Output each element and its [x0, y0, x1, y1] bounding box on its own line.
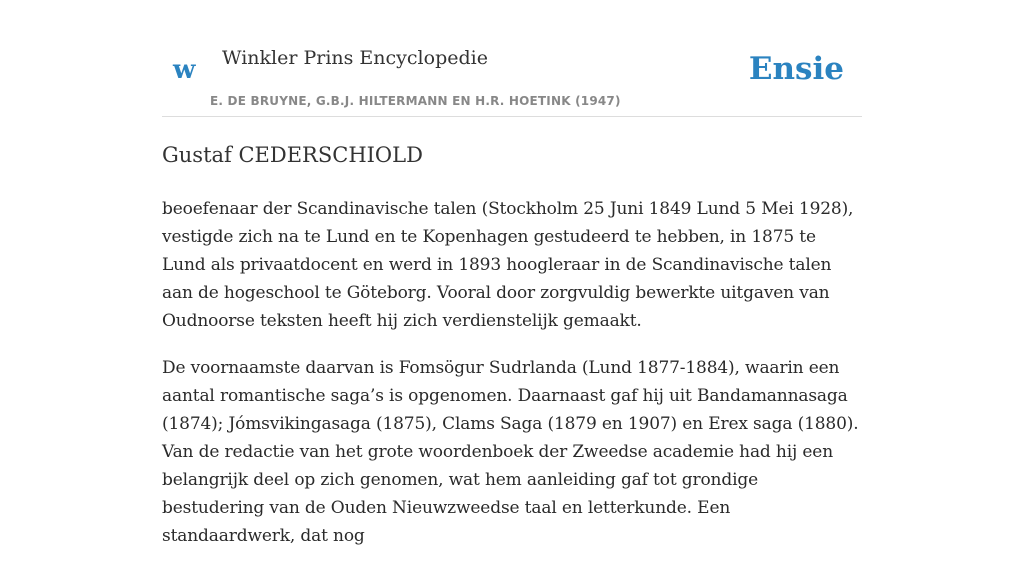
authors-line: E. DE BRUYNE, G.B.J. HILTERMANN EN H.R. HOETINK (1947) — [210, 94, 621, 108]
site-logo[interactable]: w — [173, 55, 196, 85]
site-header — [162, 0, 862, 117]
article-title: Gustaf CEDERSCHIOLD — [162, 143, 423, 167]
article-paragraph-2: De voornaamste daarvan is Fomsögur Sudrlanda (Lund 1877-1884), waarin een aantal romantische saga’s is opgenomen. Daarnaast gaf hij uit Bandamannasaga (1874); Jómsvikingasaga (1875), Clams Saga (1879 en 1907) en Erex saga (1880). Van de redactie van het grote woordenboek der Zweedse academie had hij een belangrijk deel op zich genomen, wat hem aanleiding gaf tot grondige bestudering van de Ouden Nieuwzweedse taal en letterkunde. Een standaardwerk, dat nog — [162, 358, 859, 546]
article — [162, 139, 862, 569]
article-paragraph-1: beoefenaar der Scandinavische talen (Stockholm 25 Juni 1849 Lund 5 Mei 1928), vestigde zich na te Lund en te Kopenhagen gestudeerd te hebben, in 1875 te Lund als privaatdocent en werd in 1893 hoogleraar in de Scandinavische talen aan de hogeschool te Göteborg. Vooral door zorgvuldig bewerkte uitgaven van Oudnoorse teksten heeft hij zich verdienstelijk gemaakt. — [162, 199, 854, 331]
brand-logo[interactable]: Ensie — [748, 51, 844, 87]
site-title[interactable]: Winkler Prins Encyclopedie — [222, 47, 488, 69]
